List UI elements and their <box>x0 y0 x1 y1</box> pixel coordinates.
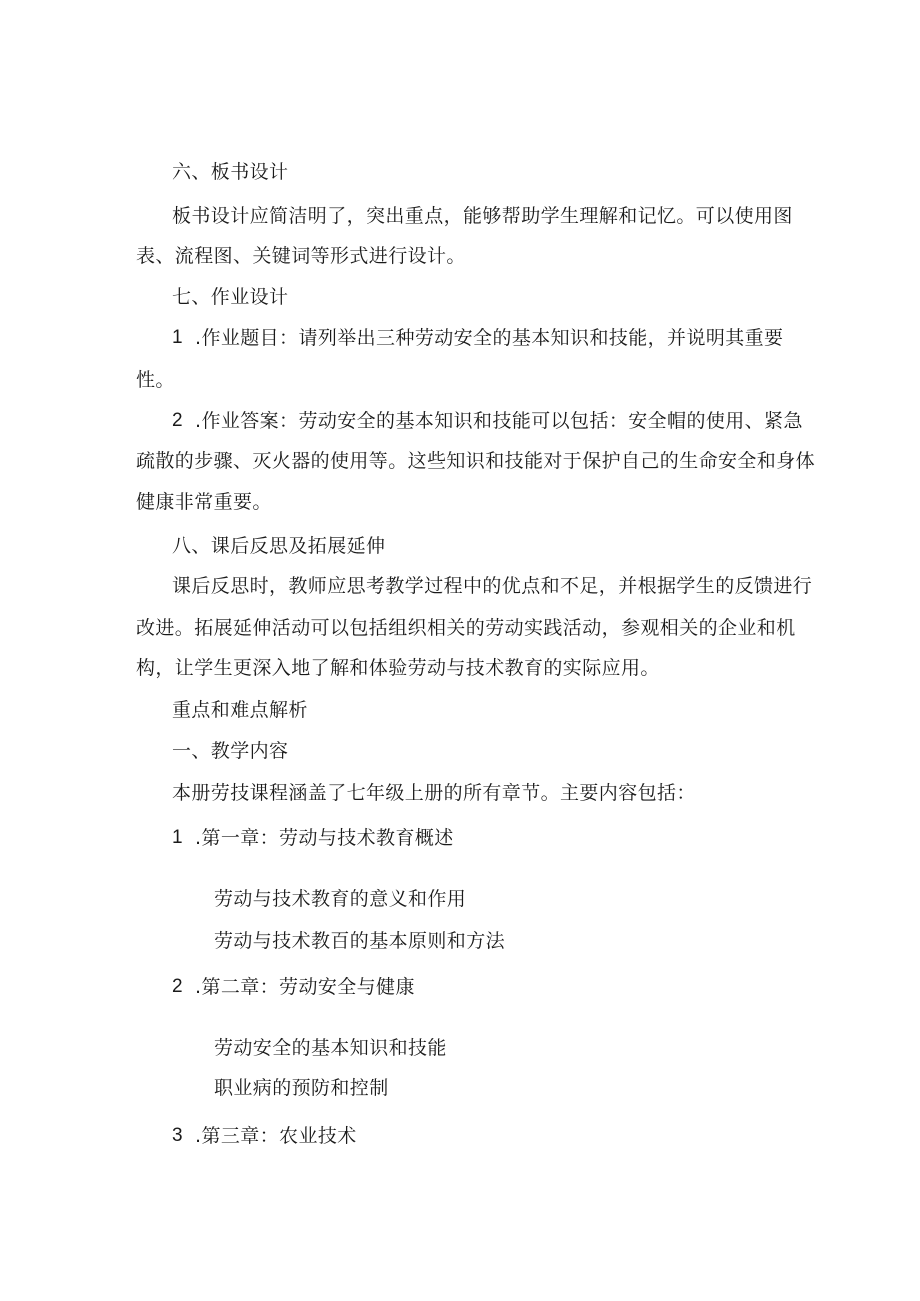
list-number: 1 <box>172 327 183 348</box>
chapter-subitem: 劳动安全的基本知识和技能 <box>214 1037 447 1059</box>
paragraph-line: 本册劳技课程涵盖了七年级上册的所有章节。主要内容包括： <box>172 782 696 804</box>
paragraph-line: 改进。拓展延伸活动可以包括组织相关的劳动实践活动，参观相关的企业和机 <box>136 617 796 639</box>
chapter-subitem: 劳动与技术教育的意义和作用 <box>214 888 467 910</box>
list-number: 1 <box>172 827 183 848</box>
section-heading: 八、课后反思及拓展延伸 <box>172 535 386 557</box>
chapter-title: .第三章：农业技术 <box>195 1125 357 1147</box>
list-item-line: .作业题目：请列举出三种劳动安全的基本知识和技能，并说明其重要 <box>195 327 784 349</box>
section-heading: 六、板书设计 <box>172 161 289 183</box>
paragraph-line: 课后反思时，教师应思考教学过程中的优点和不足，并根据学生的反馈进行 <box>172 575 813 597</box>
chapter-subitem: 职业病的预防和控制 <box>214 1077 389 1099</box>
paragraph-line: 表、流程图、关键词等形式进行设计。 <box>136 245 466 267</box>
section-heading: 七、作业设计 <box>172 286 289 308</box>
list-item-line: 健康非常重要。 <box>136 491 272 513</box>
chapter-subitem: 劳动与技术教百的基本原则和方法 <box>214 930 506 952</box>
list-number: 2 <box>172 976 183 997</box>
section-title: 重点和难点解析 <box>172 699 308 721</box>
list-item-line: 性。 <box>136 369 175 391</box>
paragraph-line: 构，让学生更深入地了解和体验劳动与技术教育的实际应用。 <box>136 657 660 679</box>
section-heading: 一、教学内容 <box>172 740 289 762</box>
chapter-title: .第一章：劳动与技术教育概述 <box>195 827 454 849</box>
list-number: 2 <box>172 410 183 431</box>
chapter-title: .第二章：劳动安全与健康 <box>195 976 415 998</box>
paragraph-line: 板书设计应简洁明了，突出重点，能够帮助学生理解和记忆。可以使用图 <box>172 205 793 227</box>
list-number: 3 <box>172 1125 183 1146</box>
list-item-line: .作业答案：劳动安全的基本知识和技能可以包括：安全帽的使用、紧急 <box>195 410 803 432</box>
list-item-line: 疏散的步骤、灭火器的使用等。这些知识和技能对于保护自己的生命安全和身体 <box>136 450 816 472</box>
